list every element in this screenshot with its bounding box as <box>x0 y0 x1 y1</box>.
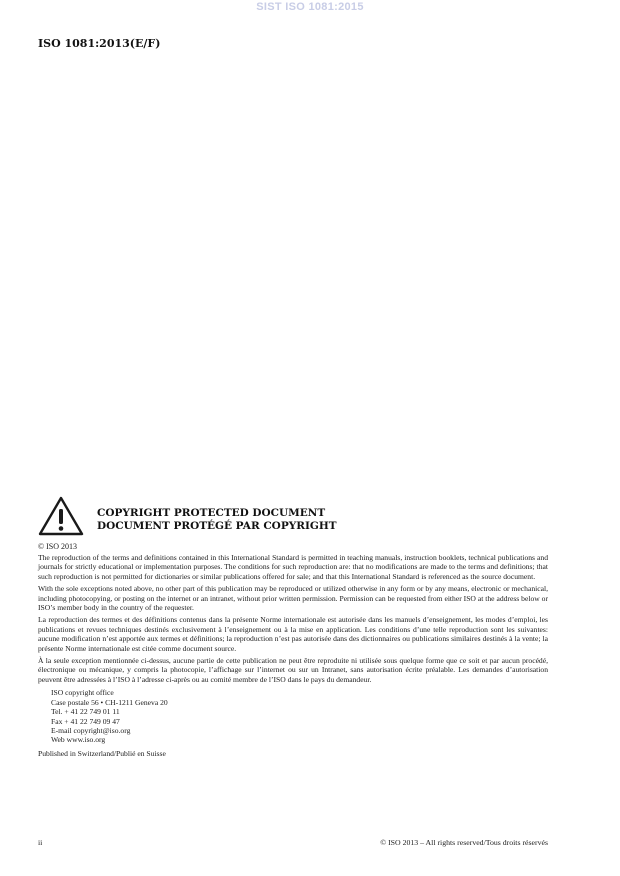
footer-rights: © ISO 2013 – All rights reserved/Tous droits réservés <box>380 838 548 847</box>
warning-triangle-icon <box>38 496 84 536</box>
page-footer <box>38 838 548 848</box>
address-line: ISO copyright office <box>51 688 114 698</box>
copyright-notice <box>38 494 548 758</box>
paragraph-fr-reproduction: La reproduction des termes et des définitions contenus dans la présente Norme internationale est autorisée dans les manuels d’enseignement, les modes d’emploi, les publications et revues techniques destinés exclusivement à l’enseignement ou à la mise en application. Les conditions d’une telle reproduction sont les suivantes: aucune modification n’est apportée aux termes et définitions; la reproduction n’est pas autorisée dans des dictionnaires ou publications similaires destinés à la vente; la présente Norme internationale est citée comme document source. <box>38 615 548 653</box>
address-line: E-mail copyright@iso.org <box>51 725 131 735</box>
address-line: Fax + 41 22 749 09 47 <box>51 716 120 726</box>
address-line: Web www.iso.org <box>51 735 106 745</box>
copyright-line: © ISO 2013 <box>38 542 77 551</box>
paragraph-en-reproduction: The reproduction of the terms and definitions contained in this International Standard is permitted in teaching manuals, instruction booklets, technical publications and journals for strictly educational or implementation purposes. The conditions for such reproduction are: that no modifications are made to the terms and definitions; that such reproduction is not permitted for dictionaries or similar publications offered for sale; and that this International Standard is referenced as the source document. <box>38 553 548 581</box>
copyright-office-address <box>51 688 548 744</box>
published-line: Published in Switzerland/Publié en Suisse <box>38 748 166 758</box>
notice-header <box>38 494 548 538</box>
address-line: Tel. + 41 22 749 01 11 <box>51 707 120 717</box>
document-identifier: ISO 1081:2013(E/F) <box>38 37 161 50</box>
address-line: Case postale 56 • CH-1211 Geneva 20 <box>51 697 168 707</box>
notice-titles <box>97 499 337 533</box>
notice-title-en: COPYRIGHT PROTECTED DOCUMENT <box>97 507 326 519</box>
paragraph-fr-exceptions: À la seule exception mentionnée ci-dessus, aucune partie de cette publication ne peut être reproduite ni utilisée sous quelque forme que ce soit et par aucun procédé, électronique ou mécanique, y compris la photocopie, l’affichage sur l’internet ou sur un Intranet, sans autorisation écrite préalable. Les demandes d’autorisation peuvent être adressées à l’ISO à l’adresse ci-après ou au comité membre de l’ISO dans le pays du demandeur. <box>38 656 548 684</box>
page-number: ii <box>38 838 43 847</box>
notice-title-fr: DOCUMENT PROTÉGÉ PAR COPYRIGHT <box>97 520 337 532</box>
watermark: SIST ISO 1081:2015 <box>256 1 364 13</box>
paragraph-en-exceptions: With the sole exceptions noted above, no other part of this publication may be reproduced or utilized otherwise in any form or by any means, electronic or mechanical, including photocopying, or posting on the internet or an intranet, without prior written permission. Permission can be requested from either ISO at the address below or ISO’s member body in the country of the requester. <box>38 584 548 613</box>
